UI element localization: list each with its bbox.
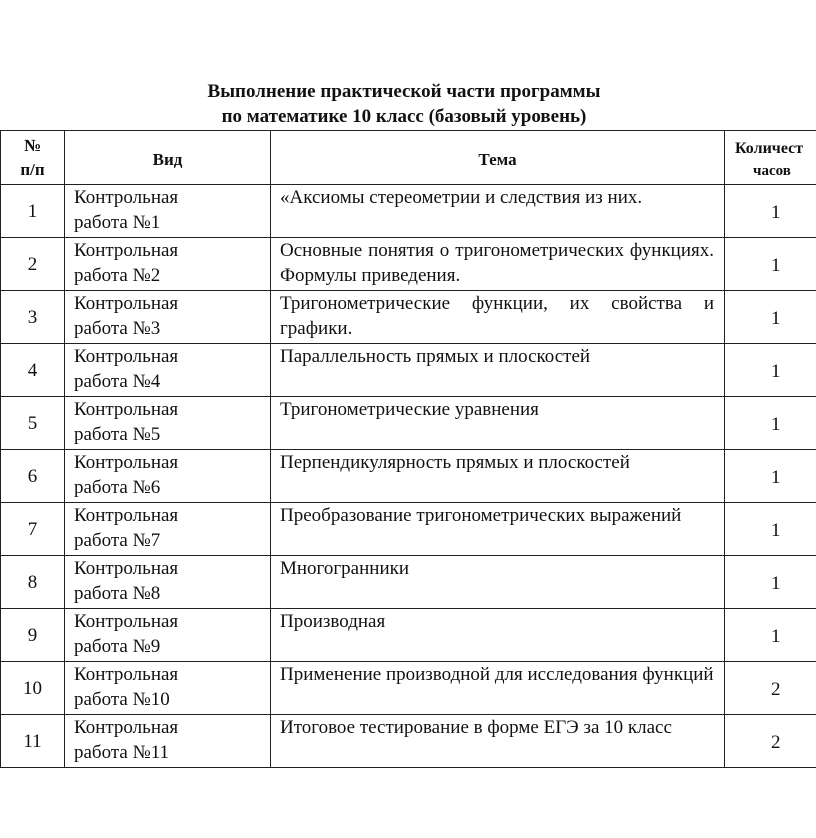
- table-row-10: [0, 661, 816, 714]
- table-row-11: [0, 714, 816, 767]
- row-topic: Тригонометрические функции, их свойства и графики.: [270, 290, 724, 343]
- row-kind: [64, 237, 270, 290]
- row-hours: 1: [724, 555, 816, 608]
- row-num: 3: [0, 290, 64, 343]
- row-kind-line1: Контрольная: [74, 664, 179, 685]
- row-kind-line1: Контрольная: [74, 452, 179, 473]
- row-kind-line2: работа №11: [74, 742, 169, 763]
- row-kind-line2: работа №8: [74, 583, 161, 604]
- row-topic: Применение производной для исследования функций: [270, 661, 724, 714]
- row-kind-line2: работа №4: [74, 371, 161, 392]
- row-kind: [64, 184, 270, 237]
- row-hours: 1: [724, 396, 816, 449]
- row-num: 6: [0, 449, 64, 502]
- row-kind: [64, 608, 270, 661]
- row-kind: [64, 502, 270, 555]
- document-title: [0, 79, 816, 129]
- row-kind-line2: работа №7: [74, 530, 161, 551]
- row-num: 8: [0, 555, 64, 608]
- header-num-line1: №: [23, 136, 42, 155]
- table-row-6: [0, 449, 816, 502]
- row-kind: [64, 661, 270, 714]
- row-kind-line1: Контрольная: [74, 717, 179, 738]
- table-row-2: [0, 237, 816, 290]
- header-hours-line1: Количест: [735, 140, 804, 157]
- header-hours-line2: часов: [753, 163, 791, 179]
- row-kind: [64, 449, 270, 502]
- row-kind-line2: работа №6: [74, 477, 161, 498]
- table-row-7: [0, 502, 816, 555]
- header-kind: Вид: [64, 130, 270, 184]
- row-topic: «Аксиомы стереометрии и следствия из них.: [270, 184, 724, 237]
- row-topic: Перпендикулярность прямых и плоскостей: [270, 449, 724, 502]
- row-hours: 1: [724, 449, 816, 502]
- row-kind-line1: Контрольная: [74, 293, 179, 314]
- row-topic: Производная: [270, 608, 724, 661]
- row-hours: 2: [724, 661, 816, 714]
- title-line-2: по математике 10 класс (базовый уровень): [221, 106, 587, 127]
- row-kind: [64, 714, 270, 767]
- table-bottom-border: [0, 767, 816, 768]
- row-topic: Итоговое тестирование в форме ЕГЭ за 10 класс: [270, 714, 724, 767]
- row-topic: Многогранники: [270, 555, 724, 608]
- row-kind-line1: Контрольная: [74, 399, 179, 420]
- row-hours: 1: [724, 502, 816, 555]
- row-kind-line2: работа №1: [74, 212, 161, 233]
- row-num: 11: [0, 714, 64, 767]
- row-topic: Преобразование тригонометрических выражений: [270, 502, 724, 555]
- row-kind-line1: Контрольная: [74, 558, 179, 579]
- row-kind-line1: Контрольная: [74, 346, 179, 367]
- row-num: 2: [0, 237, 64, 290]
- row-hours: 1: [724, 343, 816, 396]
- row-num: 4: [0, 343, 64, 396]
- row-kind-line2: работа №9: [74, 636, 161, 657]
- row-topic: Основные понятия о тригонометрических функциях. Формулы приведения.: [270, 237, 724, 290]
- row-topic: Тригонометрические уравнения: [270, 396, 724, 449]
- row-topic: Параллельность прямых и плоскостей: [270, 343, 724, 396]
- table-row-4: [0, 343, 816, 396]
- table-row-1: [0, 184, 816, 237]
- table-row-8: [0, 555, 816, 608]
- header-topic: Тема: [270, 130, 724, 184]
- title-line-1: Выполнение практической части программы: [207, 81, 601, 102]
- header-hours: [724, 130, 816, 184]
- row-num: 10: [0, 661, 64, 714]
- row-hours: 2: [724, 714, 816, 767]
- row-hours: 1: [724, 608, 816, 661]
- header-num-line2: п/п: [20, 160, 45, 179]
- row-kind-line1: Контрольная: [74, 611, 179, 632]
- header-num: [0, 130, 64, 184]
- row-num: 1: [0, 184, 64, 237]
- row-num: 5: [0, 396, 64, 449]
- table-header-row: [0, 130, 816, 184]
- row-hours: 1: [724, 184, 816, 237]
- row-kind: [64, 555, 270, 608]
- row-hours: 1: [724, 290, 816, 343]
- row-kind: [64, 396, 270, 449]
- row-kind-line2: работа №10: [74, 689, 170, 710]
- row-kind-line1: Контрольная: [74, 240, 179, 261]
- row-kind-line2: работа №2: [74, 265, 161, 286]
- row-hours: 1: [724, 237, 816, 290]
- works-table: [0, 130, 816, 770]
- table-row-9: [0, 608, 816, 661]
- row-kind-line1: Контрольная: [74, 187, 179, 208]
- row-kind-line2: работа №5: [74, 424, 161, 445]
- row-num: 7: [0, 502, 64, 555]
- table-row-5: [0, 396, 816, 449]
- row-num: 9: [0, 608, 64, 661]
- row-kind: [64, 343, 270, 396]
- row-kind-line1: Контрольная: [74, 505, 179, 526]
- row-kind-line2: работа №3: [74, 318, 161, 339]
- row-kind: [64, 290, 270, 343]
- table-row-3: [0, 290, 816, 343]
